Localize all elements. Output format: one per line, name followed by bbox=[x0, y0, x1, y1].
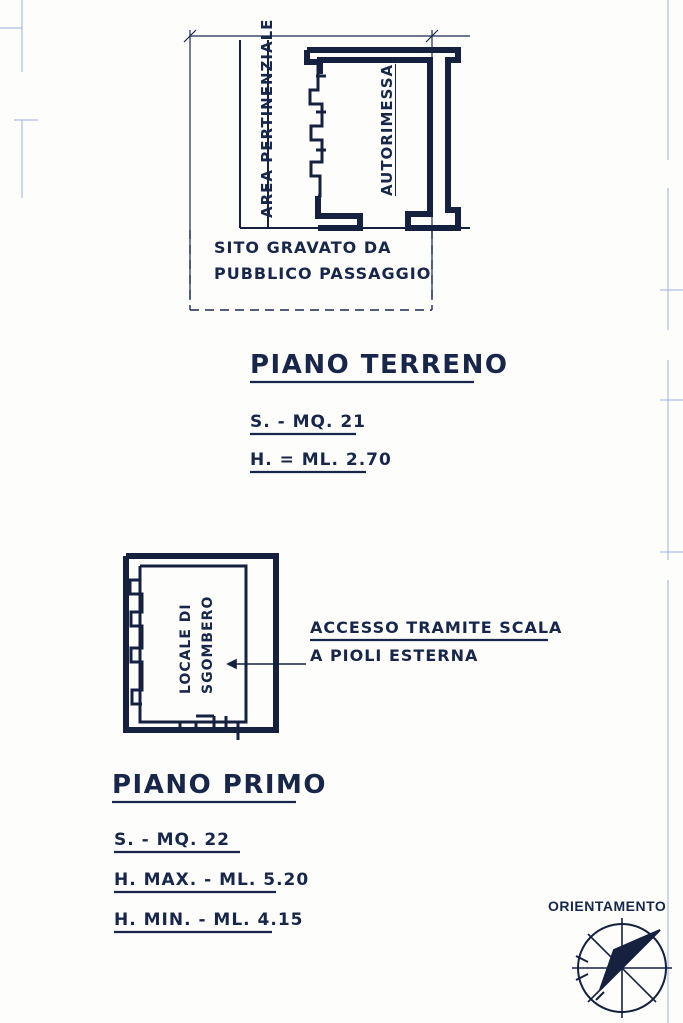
label-locale-di: LOCALE DI bbox=[178, 603, 194, 694]
garage-internal-wall-detail bbox=[310, 62, 326, 196]
first-floor-surface: S. - MQ. 22 bbox=[114, 830, 230, 850]
label-sgombero: SGOMBERO bbox=[200, 595, 216, 694]
label-area-pertinenziale: AREA PERTINENZIALE bbox=[258, 18, 276, 218]
note-public-passage-line2: PUBBLICO PASSAGGIO bbox=[214, 264, 432, 283]
first-floor-height-min: H. MIN. - ML. 4.15 bbox=[114, 910, 304, 930]
compass-label: ORIENTAMENTO bbox=[548, 898, 667, 914]
compass-rose bbox=[572, 918, 672, 1018]
ground-floor-surface: S. - MQ. 21 bbox=[250, 412, 366, 432]
label-autorimessa: AUTORIMESSA bbox=[378, 63, 396, 196]
note-access-line1: ACCESSO TRAMITE SCALA bbox=[310, 618, 563, 637]
note-public-passage-line1: SITO GRAVATO DA bbox=[214, 238, 392, 257]
ground-floor-height: H. = ML. 2.70 bbox=[250, 450, 392, 470]
note-leader-line bbox=[228, 660, 306, 668]
first-floor-plan bbox=[126, 556, 306, 740]
note-access-line2: A PIOLI ESTERNA bbox=[310, 646, 479, 665]
heading-piano-terreno: PIANO TERRENO bbox=[250, 350, 509, 380]
first-floor-height-max: H. MAX. - ML. 5.20 bbox=[114, 870, 310, 890]
heading-piano-primo: PIANO PRIMO bbox=[112, 770, 327, 800]
